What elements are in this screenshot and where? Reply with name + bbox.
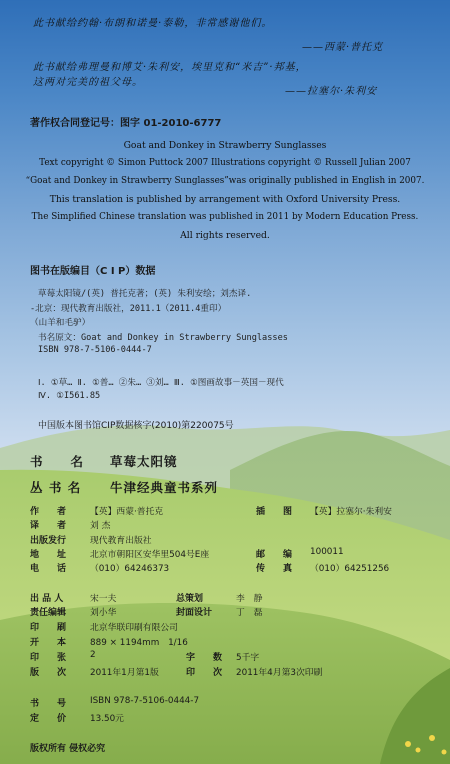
copyright-line: Text copyright © Simon Puttock 2007 Illustrations copyright © Russell Julian 2007	[39, 158, 411, 168]
author-label: 作 者	[30, 507, 67, 517]
isbn-label: 书 号	[30, 699, 67, 709]
printer-value: 北京华联印刷有限公司	[90, 623, 178, 633]
postcode-value: 100011	[310, 547, 344, 557]
illustrator-label: 插 图	[256, 507, 293, 517]
dedication-signature-1: ——西蒙·普托克	[302, 42, 384, 53]
cip-line-5: ISBN 978-7-5106-0444-7	[38, 345, 152, 355]
original-publication-line: “Goat and Donkey in Strawberry Sunglasses”was originally published in English in 2007.	[25, 176, 425, 186]
cip-line-3: （山羊和毛驴）	[30, 318, 91, 328]
price-value: 13.50元	[90, 714, 124, 724]
illustrator-value: 【英】拉塞尔·朱利安	[310, 507, 392, 517]
edition-label: 版 次	[30, 668, 67, 678]
editor-label: 责任编辑	[30, 608, 67, 618]
cover-design-label: 封面设计	[176, 608, 213, 618]
series-name: 牛津经典童书系列	[110, 480, 219, 495]
cip-line-2: -北京：现代教育出版社，2011.1（2011.4重印）	[30, 304, 227, 314]
cip-line-4: 书名原文：Goat and Donkey in Strawberry Sunglasses	[38, 333, 288, 343]
price-label: 定 价	[30, 714, 67, 724]
dedication-line-2: 此书献给弗理曼和博艾·朱利安，埃里克和“米吉”·邦基，	[33, 62, 307, 73]
publisher-label: 出版发行	[30, 536, 67, 546]
dedication-line-3: 这两对完美的祖父母。	[33, 77, 143, 88]
phone-label: 电 话	[30, 564, 67, 574]
sheets-value: 2	[90, 650, 96, 660]
isbn-value: ISBN 978-7-5106-0444-7	[90, 696, 200, 706]
translator-label: 译 者	[30, 521, 67, 531]
cip-class-line-1: Ⅰ. ①草… Ⅱ. ①普… ②朱… ③刘… Ⅲ. ①图画故事－英国－现代	[38, 378, 284, 388]
printing-value: 2011年4月第3次印刷	[236, 668, 323, 678]
phone-value: （010）64246373	[90, 564, 170, 574]
format-label: 开 本	[30, 638, 67, 648]
cip-line-1: 草莓太阳镜/(英) 普托克著；(英) 朱利安绘；刘杰译.	[38, 289, 252, 299]
cip-class-line-2: Ⅳ. ①I561.85	[38, 391, 101, 401]
cip-number: 中国版本图书馆CIP数据核字(2010)第220075号	[38, 421, 234, 431]
registration-number: 著作权合同登记号：图字 01-2010-6777	[30, 118, 222, 129]
series-label: 丛 书 名	[30, 480, 82, 495]
publisher-value: 现代教育出版社	[90, 536, 152, 546]
chief-planner-label: 总策划	[176, 594, 204, 604]
cip-heading: 图书在版编目（C I P）数据	[30, 266, 156, 277]
translation-line: The Simplified Chinese translation was published in 2011 by Modern Education Press.	[31, 212, 419, 222]
producer-label: 出 品 人	[30, 594, 64, 604]
word-count-value: 5千字	[236, 653, 260, 663]
english-title: Goat and Donkey in Strawberry Sunglasses	[123, 140, 327, 151]
editor-value: 刘小华	[90, 608, 117, 618]
book-title: 草莓太阳镜	[110, 454, 178, 469]
translator-value: 刘 杰	[90, 521, 111, 531]
dedication-line-1: 此书献给约翰·布朗和诺曼·泰勒，非常感谢他们。	[33, 18, 273, 29]
cover-design-value: 丁 磊	[236, 608, 263, 618]
title-label: 书 名	[30, 454, 85, 469]
chief-planner-value: 李 静	[236, 594, 263, 604]
dedication-signature-2: ——拉塞尔·朱利安	[285, 86, 378, 97]
address-label: 地 址	[30, 550, 67, 560]
postcode-label: 邮 编	[256, 550, 293, 560]
fax-value: （010）64251256	[310, 564, 390, 574]
rights-reserved: 版权所有 侵权必究	[30, 744, 106, 754]
word-count-label: 字 数	[186, 653, 223, 663]
rights-line: All rights reserved.	[180, 230, 270, 241]
address-value: 北京市朝阳区安华里504号E座	[90, 550, 210, 560]
format-value: 889 × 1194mm 1/16	[90, 638, 188, 648]
edition-value: 2011年1月第1版	[90, 668, 159, 678]
printing-label: 印 次	[186, 668, 223, 678]
sheets-label: 印 张	[30, 653, 67, 663]
printer-label: 印 刷	[30, 623, 67, 633]
fax-label: 传 真	[256, 564, 293, 574]
author-value: 【英】西蒙·普托克	[90, 507, 164, 517]
producer-value: 宋一夫	[90, 594, 117, 604]
arrangement-line: This translation is published by arrangement with Oxford University Press.	[49, 194, 401, 205]
